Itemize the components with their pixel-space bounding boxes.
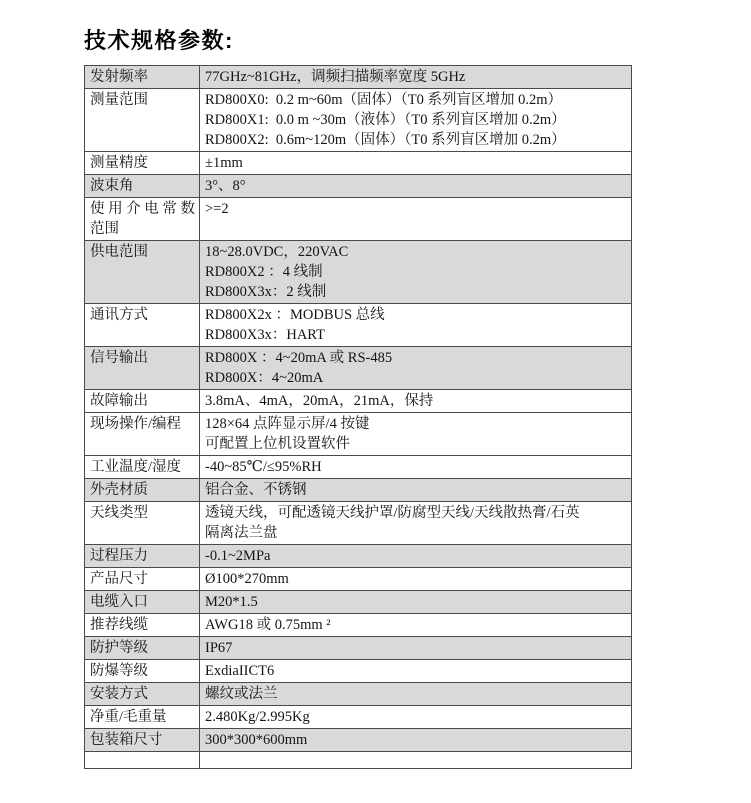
spec-label-line: 故障输出 xyxy=(90,393,148,409)
spec-value-line xyxy=(205,753,627,767)
spec-label-line: 产品尺寸 xyxy=(90,571,148,587)
spec-value-cell xyxy=(200,390,632,413)
spec-label-cell xyxy=(85,66,200,89)
spec-value-cell xyxy=(200,637,632,660)
spec-value-cell xyxy=(200,89,632,152)
spec-value-line: ExdiaIICT6 xyxy=(205,663,275,679)
spec-label-cell xyxy=(85,456,200,479)
spec-value-cell xyxy=(200,591,632,614)
spec-value-line: 可配置上位机设置软件 xyxy=(205,436,350,452)
spec-label-line: 测量范围 xyxy=(90,92,148,108)
spec-label-line: 天线类型 xyxy=(90,505,148,521)
table-row xyxy=(85,241,632,304)
table-row xyxy=(85,479,632,502)
table-row xyxy=(85,390,632,413)
spec-value-cell xyxy=(200,752,632,769)
spec-label-line: 使用介电常数 xyxy=(90,201,195,217)
spec-value-line: Ø100*270mm xyxy=(205,571,289,587)
spec-label-cell xyxy=(85,89,200,152)
spec-label-cell xyxy=(85,502,200,545)
spec-value-line: M20*1.5 xyxy=(205,594,258,610)
spec-label-line: 通讯方式 xyxy=(90,307,148,323)
spec-value-cell xyxy=(200,175,632,198)
spec-label-line: 过程压力 xyxy=(90,548,148,564)
spec-value-line: >=2 xyxy=(205,201,229,217)
spec-label-line: 范围 xyxy=(90,221,119,237)
table-row xyxy=(85,347,632,390)
spec-value-cell xyxy=(200,729,632,752)
table-row xyxy=(85,152,632,175)
spec-value-cell xyxy=(200,706,632,729)
table-row xyxy=(85,198,632,241)
table-row xyxy=(85,502,632,545)
spec-value-cell xyxy=(200,502,632,545)
spec-value-line: 2.480Kg/2.995Kg xyxy=(205,709,310,725)
spec-label-line: 测量精度 xyxy=(90,155,148,171)
table-row xyxy=(85,89,632,152)
spec-value-line: 300*300*600mm xyxy=(205,732,308,748)
spec-label-line: 净重/毛重量 xyxy=(90,709,167,725)
spec-label-cell xyxy=(85,637,200,660)
spec-value-cell xyxy=(200,568,632,591)
spec-value-cell xyxy=(200,413,632,456)
spec-label-line: 包装箱尺寸 xyxy=(90,732,163,748)
table-row xyxy=(85,683,632,706)
table-row xyxy=(85,304,632,347)
spec-label-cell xyxy=(85,660,200,683)
spec-label-line: 工业温度/湿度 xyxy=(90,459,182,475)
table-row xyxy=(85,456,632,479)
spec-value-line: RD800X2: 0.6m~120m（固体）（T0 系列盲区增加 0.2m） xyxy=(205,132,566,148)
spec-value-line: -0.1~2MPa xyxy=(205,548,271,564)
spec-table xyxy=(84,65,632,769)
spec-label-line: 外壳材质 xyxy=(90,482,148,498)
table-row xyxy=(85,637,632,660)
table-row xyxy=(85,175,632,198)
spec-label-line: 电缆入口 xyxy=(90,594,148,610)
spec-value-line: 128×64 点阵显示屏/4 按键 xyxy=(205,416,370,432)
spec-label-cell xyxy=(85,241,200,304)
table-row xyxy=(85,545,632,568)
spec-value-line: RD800X2x ：MODBUS 总线 xyxy=(205,307,385,323)
spec-label-cell xyxy=(85,591,200,614)
spec-value-line: IP67 xyxy=(205,640,233,656)
spec-label-line: 信号输出 xyxy=(90,350,148,366)
table-row xyxy=(85,706,632,729)
spec-label-line: 供电范围 xyxy=(90,244,148,260)
spec-value-line: 77GHz~81GHz，调频扫描频率宽度 5GHz xyxy=(205,69,466,85)
spec-value-line: 透镜天线，可配透镜天线护罩/防腐型天线/天线散热膏/石英 xyxy=(205,505,580,521)
table-row xyxy=(85,729,632,752)
table-row xyxy=(85,66,632,89)
table-row xyxy=(85,660,632,683)
table-row xyxy=(85,752,632,769)
table-row xyxy=(85,413,632,456)
spec-label-cell xyxy=(85,706,200,729)
spec-label-line: 波束角 xyxy=(90,178,134,194)
spec-value-cell xyxy=(200,241,632,304)
spec-value-line: -40~85℃/≤95%RH xyxy=(205,459,322,475)
spec-label-cell xyxy=(85,729,200,752)
spec-label-cell xyxy=(85,347,200,390)
spec-value-cell xyxy=(200,456,632,479)
spec-value-line: ±1mm xyxy=(205,155,243,171)
spec-value-line: 3°、8° xyxy=(205,178,246,194)
spec-label-line xyxy=(90,753,195,767)
spec-label-line: 安装方式 xyxy=(90,686,148,702)
table-row xyxy=(85,614,632,637)
spec-value-line: RD800X：4~20mA xyxy=(205,370,324,386)
spec-value-cell xyxy=(200,683,632,706)
spec-value-cell xyxy=(200,347,632,390)
spec-label-cell xyxy=(85,545,200,568)
spec-value-line: RD800X1: 0.0 m ~30m（液体）（T0 系列盲区增加 0.2m） xyxy=(205,112,566,128)
table-row xyxy=(85,568,632,591)
spec-value-cell xyxy=(200,479,632,502)
spec-table-body xyxy=(85,66,632,769)
spec-value-line: 螺纹或法兰 xyxy=(205,686,278,702)
spec-label-cell xyxy=(85,614,200,637)
table-row xyxy=(85,591,632,614)
spec-label-cell xyxy=(85,304,200,347)
spec-value-line: 隔离法兰盘 xyxy=(205,525,278,541)
spec-value-line: RD800X0: 0.2 m~60m（固体）（T0 系列盲区增加 0.2m） xyxy=(205,92,563,108)
spec-value-cell xyxy=(200,198,632,241)
spec-label-cell xyxy=(85,568,200,591)
spec-label-cell xyxy=(85,198,200,241)
spec-label-cell xyxy=(85,413,200,456)
spec-label-cell xyxy=(85,175,200,198)
spec-value-cell xyxy=(200,660,632,683)
spec-label-cell xyxy=(85,683,200,706)
spec-label-line: 推荐线缆 xyxy=(90,617,148,633)
spec-label-line: 现场操作/编程 xyxy=(90,416,182,432)
spec-label-cell xyxy=(85,390,200,413)
page-title: 技术规格参数: xyxy=(84,28,234,53)
spec-value-line: AWG18 或 0.75mm ² xyxy=(205,617,331,633)
spec-value-cell xyxy=(200,66,632,89)
spec-label-line: 防爆等级 xyxy=(90,663,148,679)
spec-value-cell xyxy=(200,152,632,175)
spec-value-cell xyxy=(200,304,632,347)
spec-value-line: RD800X2 ：4 线制 xyxy=(205,264,323,280)
spec-value-line: 铝合金、不锈钢 xyxy=(205,482,307,498)
spec-value-line: RD800X3x：HART xyxy=(205,327,325,343)
spec-label-cell xyxy=(85,752,200,769)
spec-value-line: 3.8mA、4mA，20mA，21mA，保持 xyxy=(205,393,434,409)
spec-value-line: RD800X ：4~20mA 或 RS-485 xyxy=(205,350,393,366)
spec-value-line: RD800X3x：2 线制 xyxy=(205,284,327,300)
spec-label-line: 防护等级 xyxy=(90,640,148,656)
spec-label-cell xyxy=(85,152,200,175)
spec-value-cell xyxy=(200,545,632,568)
spec-label-line: 发射频率 xyxy=(90,69,148,85)
spec-value-cell xyxy=(200,614,632,637)
spec-label-cell xyxy=(85,479,200,502)
spec-value-line: 18~28.0VDC，220VAC xyxy=(205,244,349,260)
